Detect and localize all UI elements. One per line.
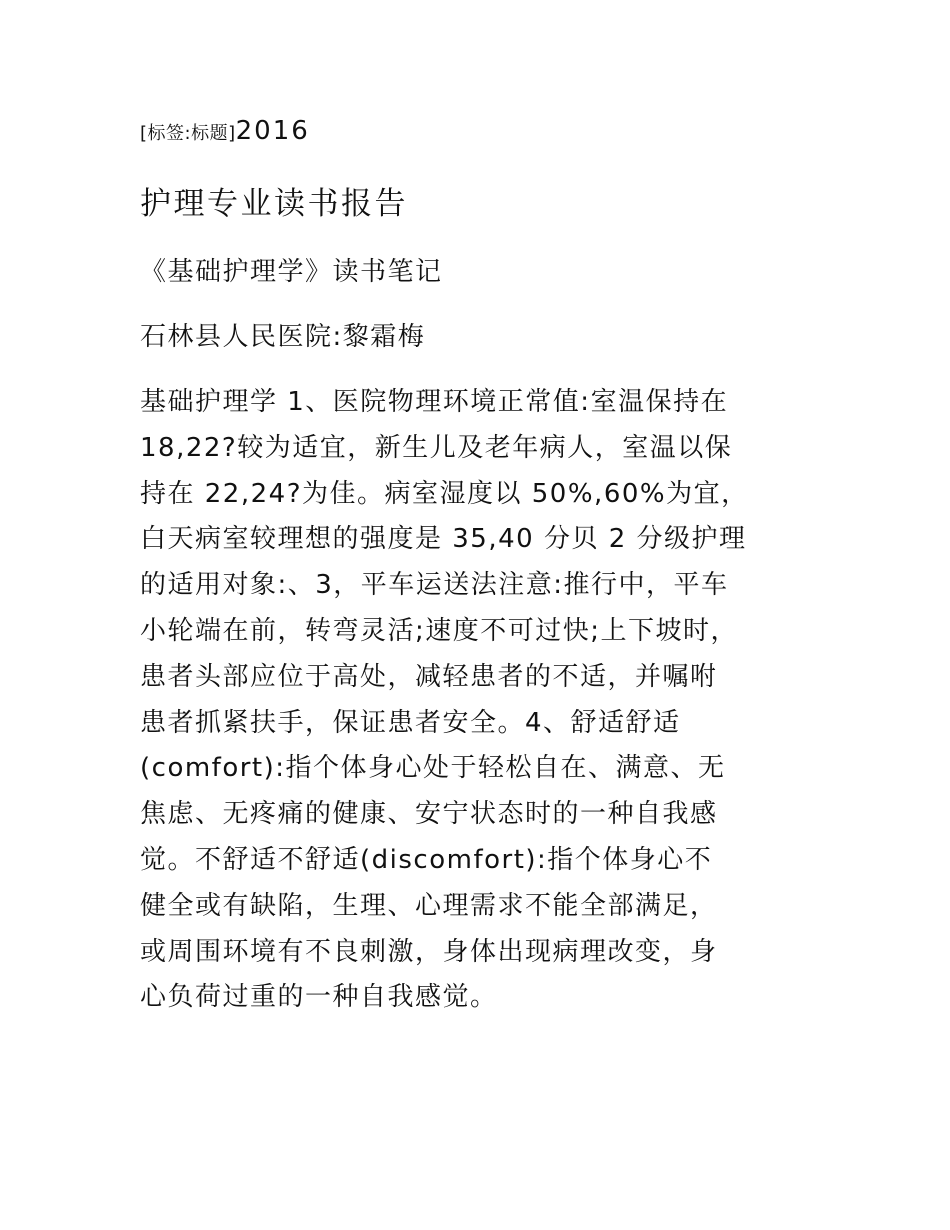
header-year: 2016 (235, 116, 310, 146)
body-line: 患者抓紧扶手，保证患者安全。4、舒适舒适 (140, 707, 681, 738)
body-line: 焦虑、无疼痛的健康、安宁状态时的一种自我感 (140, 799, 718, 830)
document-title: 护理专业读书报告 (140, 186, 408, 222)
body-line: 持在 22,24?为佳。病室湿度以 50%,60%为宜， (140, 478, 749, 509)
author-line: 石林县人民医院:黎霜梅 (140, 322, 426, 352)
header-tag: [标签:标题] (140, 123, 236, 144)
header-tag-line (140, 116, 310, 149)
body-line: (comfort):指个体身心处于轻松自在、满意、无 (140, 753, 726, 784)
body-line: 健全或有缺陷，生理、心理需求不能全部满足， (140, 890, 718, 921)
body-line: 的适用对象:、3，平车运送法注意:推行中，平车 (140, 570, 729, 601)
body-line: 患者头部应位于高处，减轻患者的不适，并嘱咐 (140, 661, 718, 692)
body-line: 18,22?较为适宜，新生儿及老年病人，室温以保 (140, 432, 733, 463)
body-line: 心负荷过重的一种自我感觉。 (140, 982, 498, 1013)
body-line: 白天病室较理想的强度是 35,40 分贝 2 分级护理 (140, 524, 747, 555)
body-paragraph (140, 380, 820, 1021)
body-line: 小轮端在前，转弯灵活;速度不可过快;上下坡时， (140, 615, 739, 646)
body-line: 觉。不舒适不舒适(discomfort):指个体身心不 (140, 844, 713, 875)
body-line: 基础护理学 1、医院物理环境正常值:室温保持在 (140, 387, 729, 417)
body-line: 或周围环境有不良刺激，身体出现病理改变，身 (140, 936, 718, 967)
document-subtitle: 《基础护理学》读书笔记 (140, 257, 443, 287)
